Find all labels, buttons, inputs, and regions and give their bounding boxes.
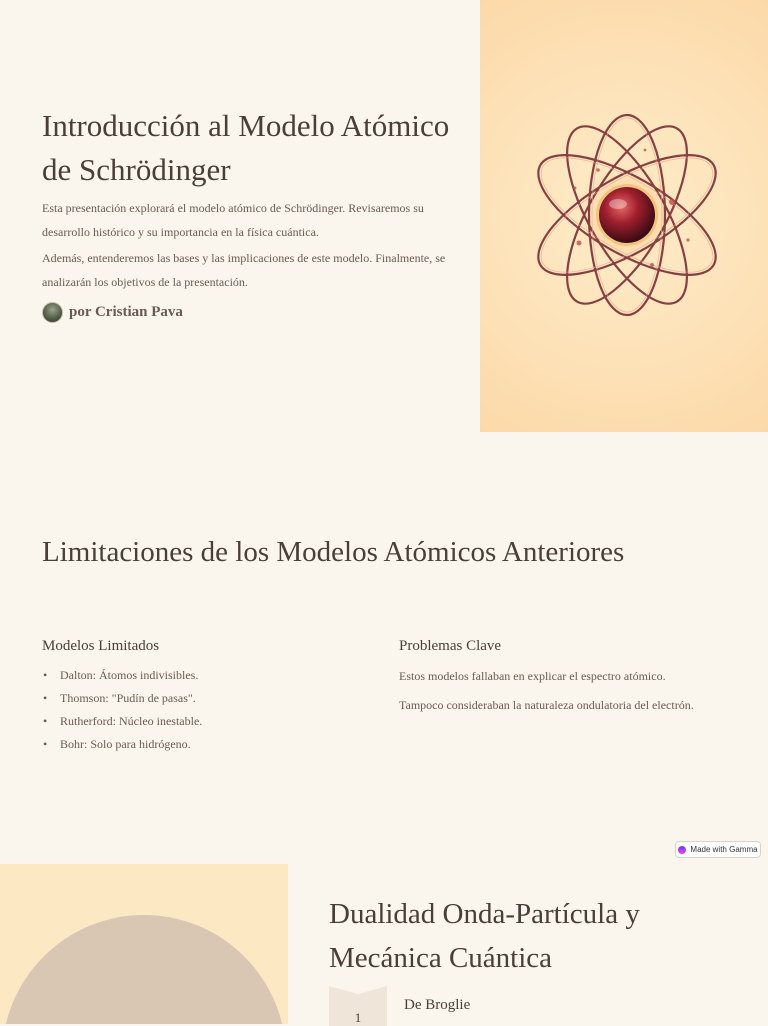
intro-paragraph: Esta presentación explorará el modelo atómico de Schrödinger. Revisaremos su desarrollo histórico y su importancia en la física cuántica. (42, 201, 424, 239)
column-title-models: Modelos Limitados (42, 638, 160, 654)
list-item: • Thomson: "Pudín de pasas". (42, 687, 362, 710)
avatar (42, 302, 63, 323)
intro-paragraph-2: Además, entenderemos las bases y las implicaciones de este modelo. Finalmente, se analizarán los objetivos de la presentación. (42, 251, 446, 289)
slide-intro (0, 0, 768, 432)
author-line (42, 302, 183, 323)
column-title-problems: Problemas Clave (399, 638, 502, 654)
models-list (42, 664, 362, 756)
section-title: Limitaciones de los Modelos Atómicos Anteriores (42, 536, 625, 568)
step-label: De Broglie (404, 997, 471, 1013)
made-with-gamma-button[interactable] (675, 841, 761, 858)
problem-paragraph: Estos modelos fallaban en explicar el espectro atómico. (399, 669, 666, 683)
section-title-duality: Dualidad Onda-Partícula y Mecánica Cuántica (329, 898, 640, 974)
step-number: 1 (354, 1010, 362, 1025)
author-name: por Cristian Pava (69, 304, 183, 320)
decorative-panel (0, 864, 288, 1024)
badge-label: Made with Gamma (690, 845, 758, 854)
list-item: • Rutherford: Núcleo inestable. (42, 710, 362, 733)
atom-icon (480, 0, 768, 432)
list-item: • Bohr: Solo para hidrógeno. (42, 733, 362, 756)
problem-paragraph-2: Tampoco consideraban la naturaleza ondulatoria del electrón. (399, 698, 694, 712)
gamma-logo-icon (678, 846, 686, 854)
hero-image-panel (480, 0, 768, 432)
semicircle-shape (2, 915, 286, 1024)
list-item: • Dalton: Átomos indivisibles. (42, 664, 362, 687)
slide-title: Introducción al Modelo Atómico de Schrödinger (42, 108, 450, 187)
